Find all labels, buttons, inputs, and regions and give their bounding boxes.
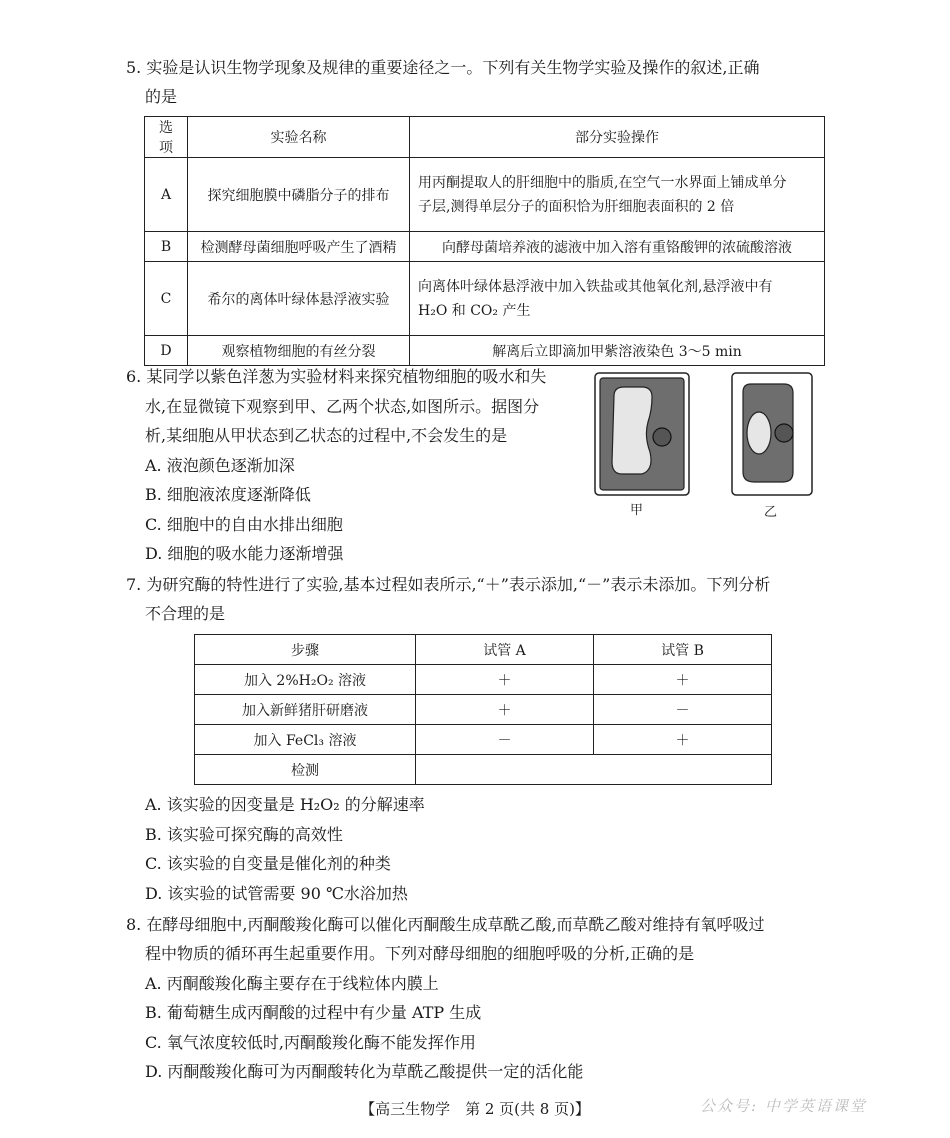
table-row [195, 755, 772, 785]
q7-detect-cell [416, 755, 772, 785]
q5-option-cell: C [145, 262, 188, 336]
q6-stem-line3: 析,某细胞从甲状态到乙状态的过程中,不会发生的是 [145, 426, 508, 445]
caption-yi: 乙 [764, 505, 778, 520]
q6-option-a: A. 液泡颜色逐渐加深 [145, 456, 295, 475]
table-row [145, 232, 825, 262]
q7-stem-line1: 7. 为研究酶的特性进行了实验,基本过程如表所示,“＋”表示添加,“－”表示未添加。下列分析 [126, 575, 771, 594]
q7-tube-a-cell: － [416, 725, 594, 755]
operation-line: 子层,测得单层分子的面积恰为肝细胞表面积的 2 倍 [418, 198, 735, 215]
q8-stem-line1: 8. 在酵母细胞中,丙酮酸羧化酶可以催化丙酮酸生成草酰乙酸,而草酰乙酸对维持有氧呼吸过 [126, 915, 765, 934]
q8-option-d: D. 丙酮酸羧化酶可为丙酮酸转化为草酰乙酸提供一定的活化能 [145, 1062, 584, 1081]
q5-operation-cell: 解离后立即滴加甲紫溶液染色 3～5 min [410, 336, 825, 366]
q7-table [194, 634, 772, 785]
q7-step-cell: 检测 [195, 755, 416, 785]
q7-step-cell: 加入 FeCl₃ 溶液 [195, 725, 416, 755]
q5-operation-cell: 向酵母菌培养液的滤液中加入溶有重铬酸钾的浓硫酸溶液 [410, 232, 825, 262]
q5-option-cell: D [145, 336, 188, 366]
operation-line: 向离体叶绿体悬浮液中加入铁盐或其他氧化剂,悬浮液中有 [418, 278, 773, 295]
table-row [195, 665, 772, 695]
q7-tube-b-cell: － [594, 695, 772, 725]
q7-step-cell: 加入新鲜猪肝研磨液 [195, 695, 416, 725]
q8-option-c: C. 氧气浓度较低时,丙酮酸羧化酶不能发挥作用 [145, 1033, 476, 1052]
q7-option-b: B. 该实验可探究酶的高效性 [145, 825, 343, 844]
q5-operation-cell [410, 158, 825, 232]
table-row [145, 336, 825, 366]
q5-name-cell: 希尔的离体叶绿体悬浮液实验 [188, 262, 410, 336]
q7-step-cell: 加入 2%H₂O₂ 溶液 [195, 665, 416, 695]
operation-line: 用丙酮提取人的肝细胞中的脂质,在空气一水界面上铺成单分 [418, 174, 787, 191]
watermark: 公众号: 中学英语课堂 [700, 1097, 867, 1115]
q7-header-tube-b: 试管 B [594, 635, 772, 665]
table-row [195, 725, 772, 755]
q5-stem-line1: 5. 实验是认识生物学现象及规律的重要途径之一。下列有关生物学实验及操作的叙述,正确 [126, 58, 760, 77]
q6-option-b: B. 细胞液浓度逐渐降低 [145, 485, 311, 504]
q8-option-b: B. 葡萄糖生成丙酮酸的过程中有少量 ATP 生成 [145, 1003, 482, 1022]
cell-diagram [592, 370, 822, 500]
q5-operation-cell [410, 262, 825, 336]
q5-stem-line2: 的是 [145, 87, 178, 106]
q7-stem-line2: 不合理的是 [145, 604, 226, 623]
cell-jia [595, 373, 689, 495]
q6-stem-line2: 水,在显微镜下观察到甲、乙两个状态,如图所示。据图分 [145, 397, 540, 416]
q5-option-cell: A [145, 158, 188, 232]
q5-name-cell: 检测酵母菌细胞呼吸产生了酒精 [188, 232, 410, 262]
q7-option-a: A. 该实验的因变量是 H₂O₂ 的分解速率 [145, 795, 425, 814]
q7-option-c: C. 该实验的自变量是催化剂的种类 [145, 854, 391, 873]
caption-jia: 甲 [630, 503, 644, 518]
q6-option-c: C. 细胞中的自由水排出细胞 [145, 515, 343, 534]
q5-name-cell: 探究细胞膜中磷脂分子的排布 [188, 158, 410, 232]
q5-header-option: 选项 [145, 117, 188, 158]
q8-option-a: A. 丙酮酸羧化酶主要存在于线粒体内膜上 [145, 974, 439, 993]
q7-header-step: 步骤 [195, 635, 416, 665]
q6-option-d: D. 细胞的吸水能力逐渐增强 [145, 544, 344, 563]
q7-tube-a-cell: ＋ [416, 665, 594, 695]
table-row [145, 262, 825, 336]
q7-option-d: D. 该实验的试管需要 90 ℃水浴加热 [145, 884, 408, 903]
q5-table [144, 116, 825, 366]
q7-tube-a-cell: ＋ [416, 695, 594, 725]
q6-stem-line1: 6. 某同学以紫色洋葱为实验材料来探究植物细胞的吸水和失 [126, 367, 547, 386]
q5-name-cell: 观察植物细胞的有丝分裂 [188, 336, 410, 366]
page-footer: 【高三生物学 第 2 页(共 8 页)】 [360, 1100, 590, 1118]
table-row [195, 695, 772, 725]
q5-header-operation: 部分实验操作 [410, 117, 825, 158]
q5-option-cell: B [145, 232, 188, 262]
q5-header-name: 实验名称 [188, 117, 410, 158]
q8-stem-line2: 程中物质的循环再生起重要作用。下列对酵母细胞的细胞呼吸的分析,正确的是 [145, 944, 695, 963]
operation-line: H₂O 和 CO₂ 产生 [418, 302, 531, 319]
table-row [145, 158, 825, 232]
q7-header-tube-a: 试管 A [416, 635, 594, 665]
q7-tube-b-cell: ＋ [594, 665, 772, 695]
cell-yi [732, 373, 812, 495]
q7-tube-b-cell: ＋ [594, 725, 772, 755]
